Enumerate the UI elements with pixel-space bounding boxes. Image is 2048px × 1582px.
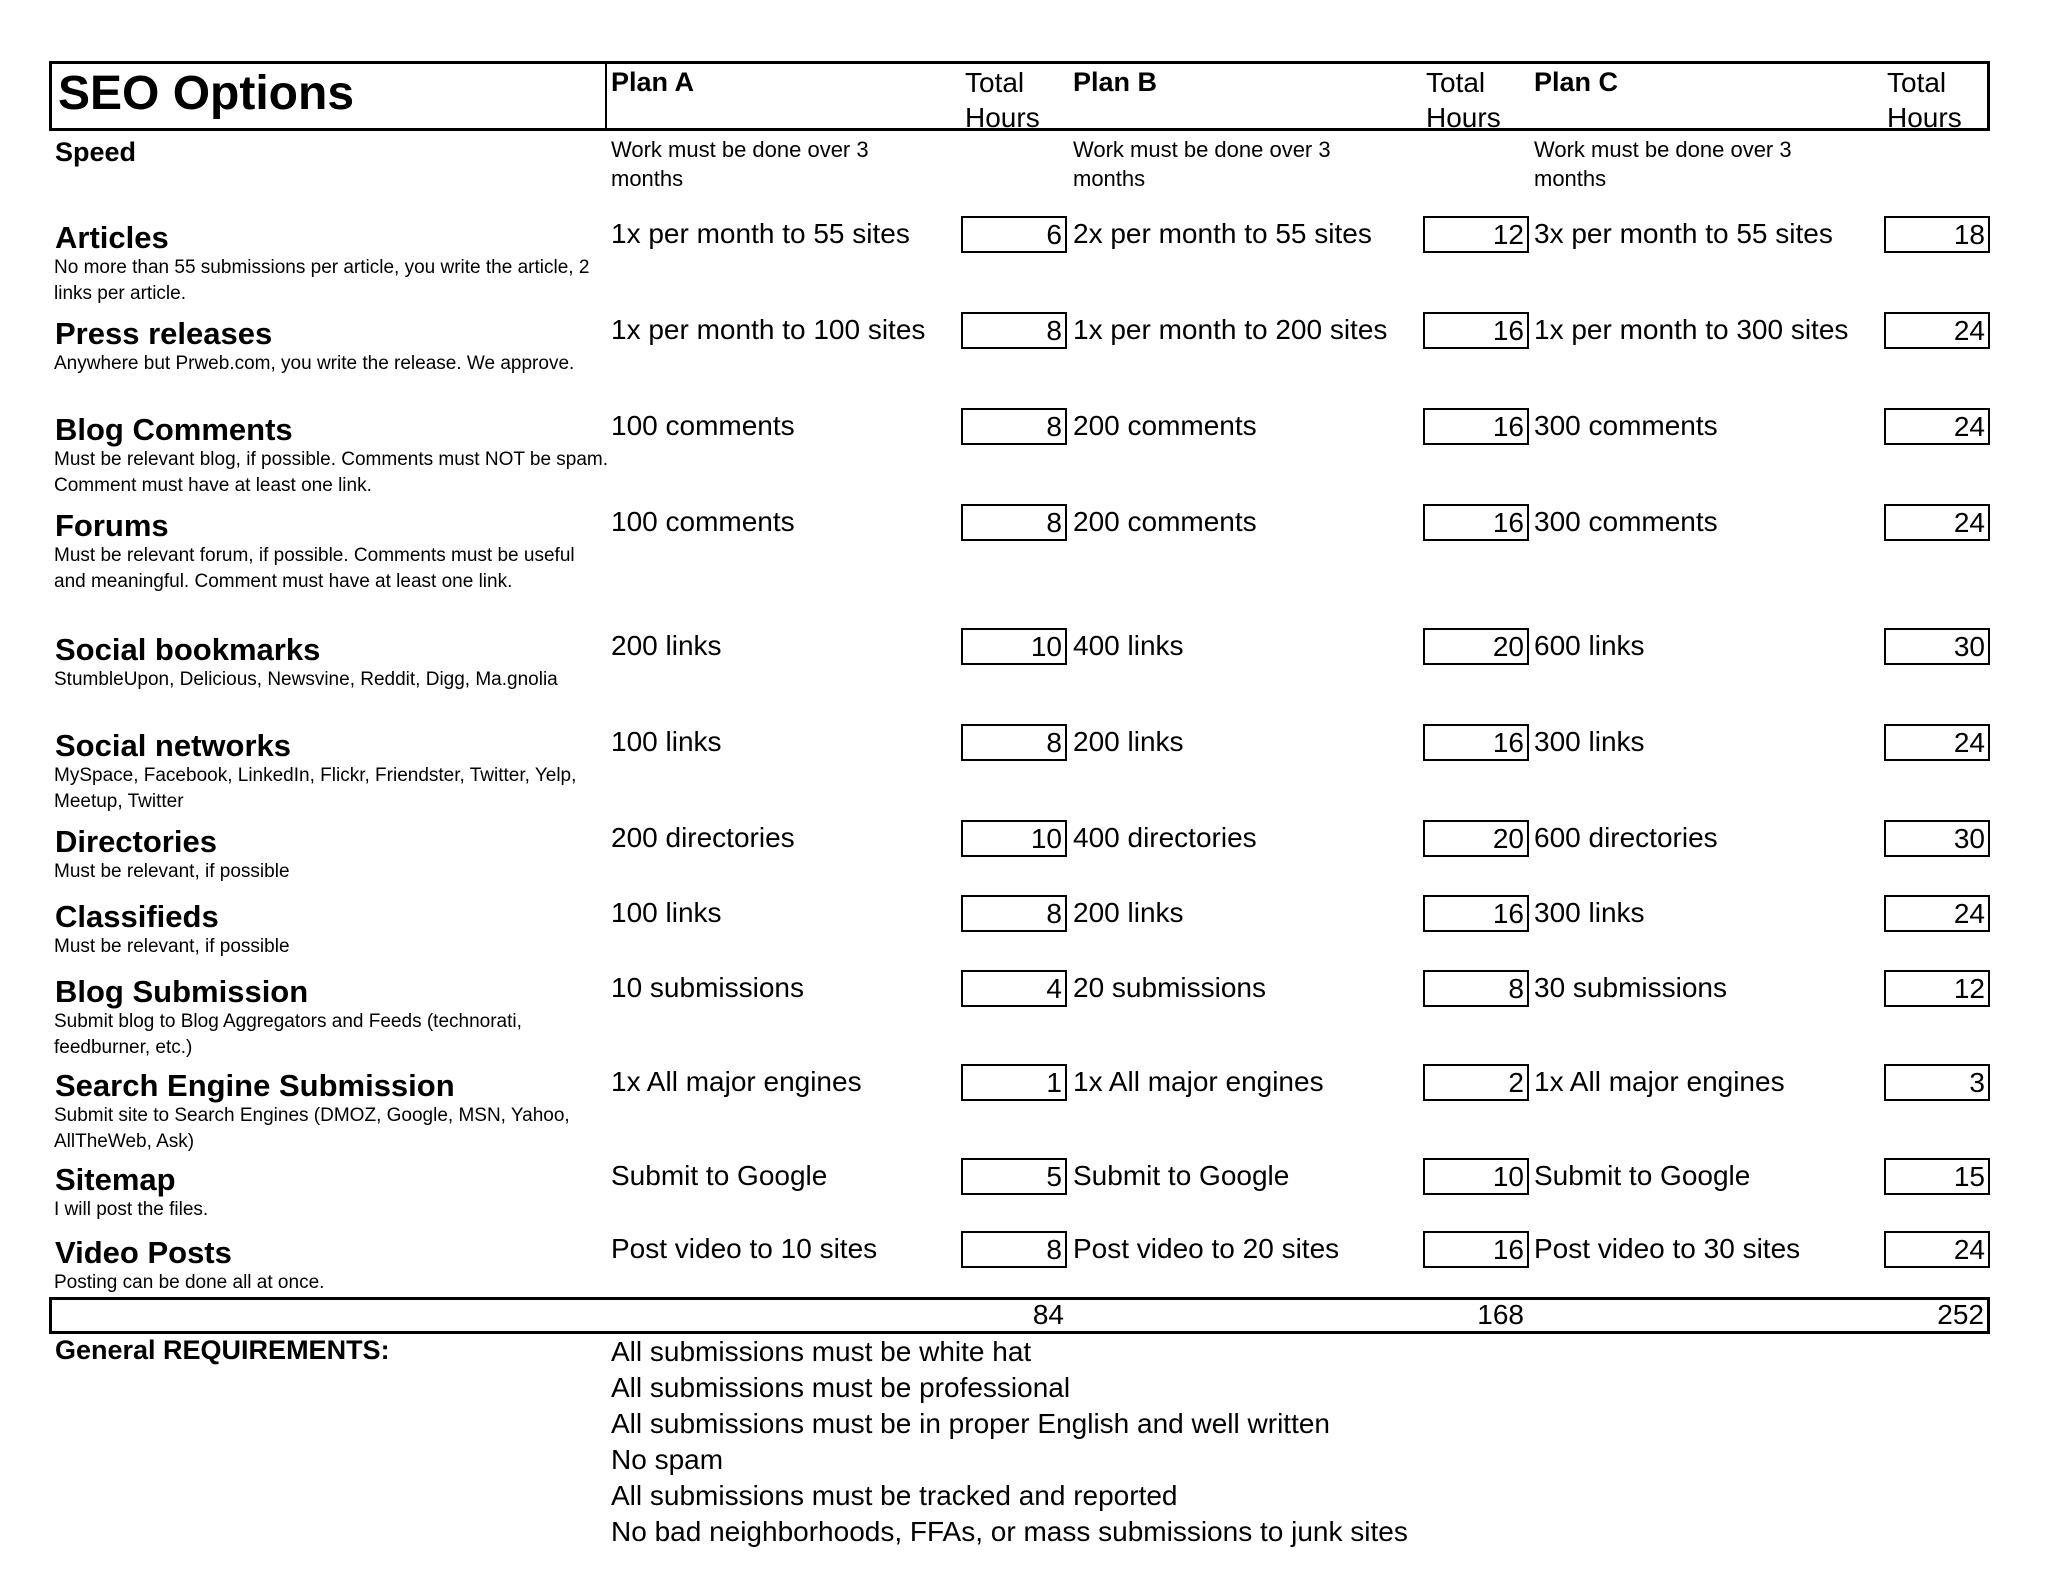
row-title: Social networks: [55, 728, 292, 763]
plan-b-hours-field: 10: [1423, 1158, 1529, 1195]
row-title: Social bookmarks: [55, 632, 321, 667]
plan-c-item: 1x per month to 300 sites: [1534, 314, 1849, 345]
plan-c-hours-field: 24: [1884, 1231, 1990, 1268]
plan-c-item: 300 comments: [1534, 506, 1718, 537]
plan-a-item: 100 links: [611, 726, 722, 757]
plan-b-total-header: Total Hours: [1426, 67, 1501, 133]
plan-b-item: 200 links: [1073, 897, 1184, 928]
plan-c-item: 600 links: [1534, 630, 1645, 661]
row-title: Blog Submission: [55, 974, 309, 1009]
plan-c-hours-field: 24: [1884, 504, 1990, 541]
plan-b-hours-field: 16: [1423, 895, 1529, 932]
plan-c-hours-field: 24: [1884, 312, 1990, 349]
row-title: Press releases: [55, 316, 273, 351]
row-subtitle: MySpace, Facebook, LinkedIn, Flickr, Friendster, Twitter, Yelp, Meetup, Twitter: [54, 765, 577, 812]
plan-b-item: Submit to Google: [1073, 1160, 1290, 1191]
plan-a-item: 1x All major engines: [611, 1066, 862, 1097]
plan-c-item: Submit to Google: [1534, 1160, 1751, 1191]
plan-b-item: 400 links: [1073, 630, 1184, 661]
row-subtitle: Must be relevant blog, if possible. Comments must NOT be spam. Comment must have at least one link.: [54, 449, 609, 496]
plan-a-item: 100 comments: [611, 506, 795, 537]
plan-a-item: 1x per month to 55 sites: [611, 218, 910, 249]
plan-a-hours-field: 4: [961, 970, 1067, 1007]
requirement-item: All submissions must be professional: [611, 1372, 1071, 1403]
row-title: Articles: [55, 220, 169, 255]
row-title: Blog Comments: [55, 412, 293, 447]
requirement-item: All submissions must be tracked and reported: [611, 1480, 1178, 1511]
row-subtitle: Submit site to Search Engines (DMOZ, Google, MSN, Yahoo, AllTheWeb, Ask): [54, 1105, 570, 1152]
row-subtitle: Must be relevant, if possible: [54, 936, 290, 957]
plan-b-header: Plan B: [1073, 67, 1158, 97]
plan-c-hours-field: 3: [1884, 1064, 1990, 1101]
plan-c-hours-field: 30: [1884, 820, 1990, 857]
total-plan-a: 84: [1032, 1299, 1064, 1330]
plan-a-hours-field: 8: [961, 895, 1067, 932]
plan-b-hours-field: 12: [1423, 216, 1529, 253]
plan-b-item: 200 comments: [1073, 410, 1257, 441]
plan-b-hours-field: 16: [1423, 1231, 1529, 1268]
speed-note-a: Work must be done over 3 months: [611, 137, 869, 191]
plan-a-item: Submit to Google: [611, 1160, 828, 1191]
speed-label: Speed: [55, 137, 137, 167]
plan-b-item: 1x All major engines: [1073, 1066, 1324, 1097]
plan-a-item: 10 submissions: [611, 972, 804, 1003]
plan-c-hours-field: 24: [1884, 408, 1990, 445]
speed-note-c: Work must be done over 3 months: [1534, 137, 1792, 191]
plan-a-item: 200 directories: [611, 822, 795, 853]
header-divider: [605, 61, 607, 131]
plan-b-hours-field: 8: [1423, 970, 1529, 1007]
plan-c-item: 1x All major engines: [1534, 1066, 1785, 1097]
plan-b-hours-field: 16: [1423, 504, 1529, 541]
requirements-label: General REQUIREMENTS:: [55, 1335, 390, 1365]
plan-c-hours-field: 24: [1884, 724, 1990, 761]
plan-b-item: 1x per month to 200 sites: [1073, 314, 1388, 345]
plan-b-item: 400 directories: [1073, 822, 1257, 853]
plan-c-hours-field: 30: [1884, 628, 1990, 665]
plan-a-item: 1x per month to 100 sites: [611, 314, 926, 345]
requirement-item: No bad neighborhoods, FFAs, or mass submissions to junk sites: [611, 1516, 1408, 1547]
row-title: Video Posts: [55, 1235, 232, 1270]
plan-c-hours-field: 24: [1884, 895, 1990, 932]
plan-b-hours-field: 20: [1423, 820, 1529, 857]
plan-b-item: 2x per month to 55 sites: [1073, 218, 1372, 249]
plan-b-item: 200 links: [1073, 726, 1184, 757]
plan-c-item: 300 links: [1534, 897, 1645, 928]
plan-a-hours-field: 8: [961, 312, 1067, 349]
plan-c-item: Post video to 30 sites: [1534, 1233, 1801, 1264]
requirement-item: All submissions must be in proper English and well written: [611, 1408, 1330, 1439]
plan-a-item: Post video to 10 sites: [611, 1233, 878, 1264]
requirement-item: All submissions must be white hat: [611, 1336, 1032, 1367]
plan-a-hours-field: 8: [961, 724, 1067, 761]
plan-c-hours-field: 15: [1884, 1158, 1990, 1195]
plan-b-hours-field: 16: [1423, 312, 1529, 349]
plan-b-item: Post video to 20 sites: [1073, 1233, 1340, 1264]
row-subtitle: Must be relevant, if possible: [54, 861, 290, 882]
row-title: Classifieds: [55, 899, 219, 934]
row-subtitle: Must be relevant forum, if possible. Comments must be useful and meaningful. Comment must have at least one link.: [54, 545, 575, 592]
speed-note-b: Work must be done over 3 months: [1073, 137, 1331, 191]
plan-b-hours-field: 16: [1423, 408, 1529, 445]
total-plan-b: 168: [1477, 1299, 1524, 1330]
plan-b-item: 200 comments: [1073, 506, 1257, 537]
requirement-item: No spam: [611, 1444, 724, 1475]
plan-a-hours-field: 10: [961, 628, 1067, 665]
plan-a-hours-field: 8: [961, 504, 1067, 541]
row-subtitle: Anywhere but Prweb.com, you write the release. We approve.: [54, 353, 575, 374]
plan-b-hours-field: 16: [1423, 724, 1529, 761]
row-subtitle: Submit blog to Blog Aggregators and Feeds (technorati, feedburner, etc.): [54, 1011, 522, 1058]
row-title: Sitemap: [55, 1162, 176, 1197]
row-subtitle: Posting can be done all at once.: [54, 1272, 325, 1293]
row-subtitle: StumbleUpon, Delicious, Newsvine, Reddit, Digg, Ma.gnolia: [54, 669, 558, 690]
plan-a-hours-field: 1: [961, 1064, 1067, 1101]
row-title: Directories: [55, 824, 217, 859]
total-plan-c: 252: [1937, 1299, 1984, 1330]
plan-a-hours-field: 10: [961, 820, 1067, 857]
page-title: SEO Options: [58, 67, 355, 120]
plan-c-hours-field: 18: [1884, 216, 1990, 253]
plan-c-item: 300 comments: [1534, 410, 1718, 441]
plan-a-item: 100 comments: [611, 410, 795, 441]
row-subtitle: No more than 55 submissions per article, you write the article, 2 links per article.: [54, 257, 590, 304]
plan-a-hours-field: 5: [961, 1158, 1067, 1195]
plan-c-item: 30 submissions: [1534, 972, 1727, 1003]
plan-a-item: 200 links: [611, 630, 722, 661]
plan-a-hours-field: 8: [961, 408, 1067, 445]
plan-b-hours-field: 2: [1423, 1064, 1529, 1101]
plan-c-header: Plan C: [1534, 67, 1619, 97]
row-subtitle: I will post the files.: [54, 1199, 209, 1220]
plan-c-hours-field: 12: [1884, 970, 1990, 1007]
plan-c-item: 3x per month to 55 sites: [1534, 218, 1833, 249]
plan-b-item: 20 submissions: [1073, 972, 1266, 1003]
row-title: Search Engine Submission: [55, 1068, 455, 1103]
plan-a-item: 100 links: [611, 897, 722, 928]
plan-c-total-header: Total Hours: [1887, 67, 1962, 133]
row-title: Forums: [55, 508, 169, 543]
plan-c-item: 300 links: [1534, 726, 1645, 757]
plan-a-header: Plan A: [611, 67, 695, 97]
plan-c-item: 600 directories: [1534, 822, 1718, 853]
plan-a-hours-field: 6: [961, 216, 1067, 253]
plan-a-total-header: Total Hours: [965, 67, 1040, 133]
plan-a-hours-field: 8: [961, 1231, 1067, 1268]
plan-b-hours-field: 20: [1423, 628, 1529, 665]
